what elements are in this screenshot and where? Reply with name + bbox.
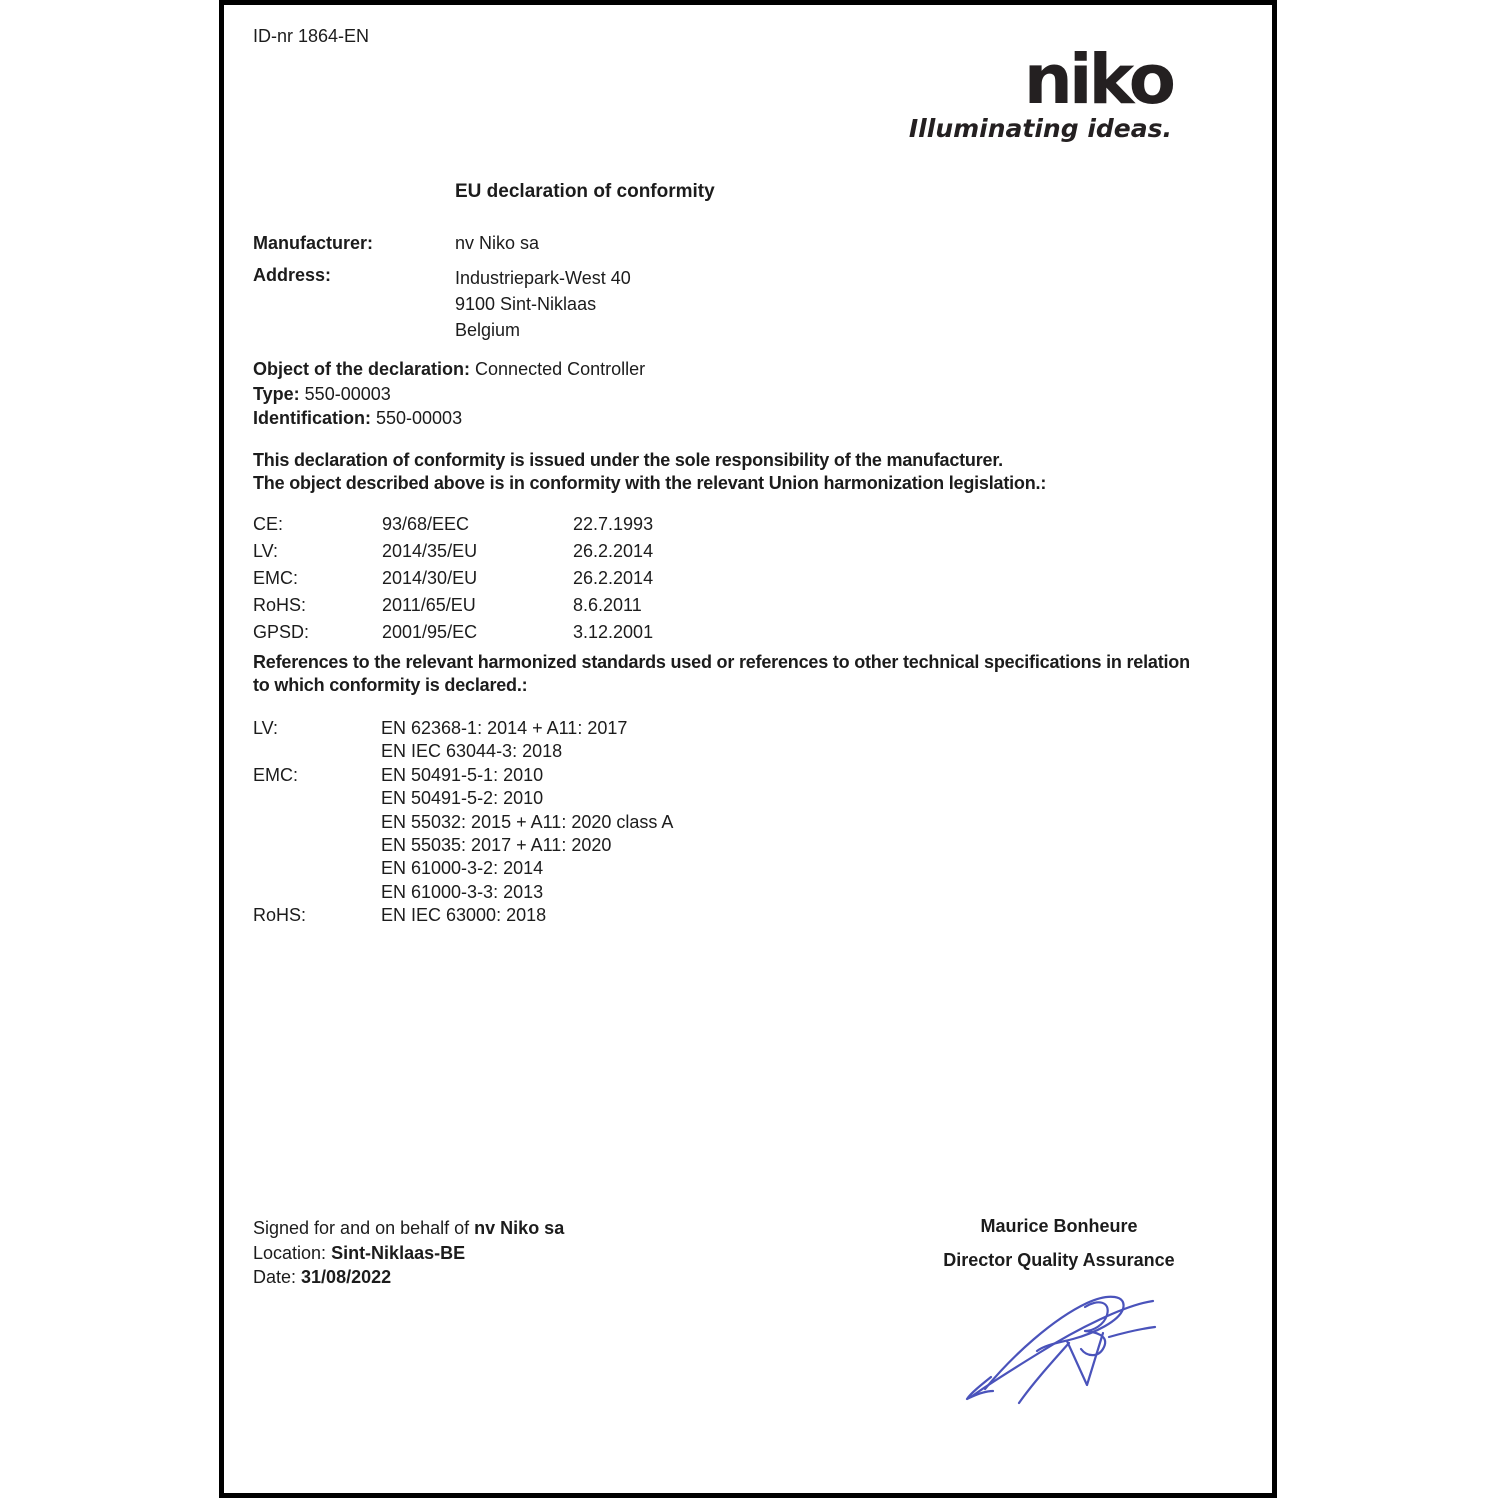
signer-name: Maurice Bonheure [980,1216,1138,1236]
legislation-date: 26.2.2014 [573,541,654,561]
object-value: Connected Controller [475,359,646,379]
legislation-label: EMC: [253,568,298,588]
legislation-label: RoHS: [253,595,307,615]
type-label: Type: [253,383,300,404]
standards-label: RoHS: [253,905,307,926]
signed-prefix: Signed for and on behalf of [253,1218,470,1238]
legislation-date: 3.12.2001 [573,622,654,642]
identification-line [253,406,645,431]
standards-label [253,787,381,810]
document-id: ID-nr 1864-EN [253,26,370,46]
signer-block [924,1216,1194,1270]
type-value: 550-00003 [304,383,391,404]
standards-value: EN 55032: 2015 + A11: 2020 class A [381,811,674,832]
signature-drawing [957,1285,1172,1415]
standards-value: EN IEC 63000: 2018 [381,905,547,926]
legislation-date: 22.7.1993 [573,514,654,534]
standards-value: EN 61000-3-2: 2014 [381,858,544,879]
legislation-row [253,565,653,592]
signed-line [253,1216,564,1241]
page-title: EU declaration of conformity [455,181,715,202]
references-line-1: References to the relevant harmonized standards used or references to other technical specifications in relation [253,652,1190,672]
standards-label [253,857,381,880]
standards-label [253,881,381,904]
standards-row [253,904,673,927]
legislation-date: 26.2.2014 [573,568,654,588]
logo-tagline: Illuminating ideas. [908,114,1172,143]
legislation-directive: 2001/95/EC [382,622,478,642]
standards-row [253,834,673,857]
legislation-row [253,619,653,646]
standards-label: EMC: [253,764,298,785]
date-value: 31/08/2022 [301,1267,392,1288]
legislation-directive: 2014/30/EU [382,568,478,588]
legislation-directive: 2014/35/EU [382,541,478,561]
legislation-label: GPSD: [253,622,310,642]
niko-logo [908,40,1172,143]
standards-value: EN 55035: 2017 + A11: 2020 [381,835,612,856]
legislation-date: 8.6.2011 [573,595,642,615]
identification-value: 550-00003 [376,408,463,428]
legislation-row [253,538,653,565]
legislation-row [253,511,653,538]
standards-row [253,811,673,834]
standards-label: LV: [253,718,279,738]
certificate-page [219,0,1277,1498]
legislation-row [253,592,653,619]
manufacturer-value: nv Niko sa [455,233,540,253]
signed-company: nv Niko sa [474,1218,565,1238]
legislation-label: LV: [253,541,279,561]
manufacturer-label: Manufacturer: [253,233,374,253]
location-value: Sint-Niklaas-BE [331,1242,466,1263]
location-line [253,1241,564,1266]
type-line [253,382,645,407]
identification-label: Identification: [253,408,371,428]
address-line: Industriepark-West 40 [455,268,631,288]
standards-label [253,834,381,857]
legislation-directive: 2011/65/EU [382,595,476,615]
standards-row [253,764,673,787]
standards-value: EN IEC 63044-3: 2018 [381,741,563,762]
niko-wordmark-logo: niko [1023,40,1172,120]
standards-value: EN 62368-1: 2014 + A11: 2017 [381,718,628,738]
legislation-label: CE: [253,514,284,534]
standards-row [253,857,673,880]
location-label: Location: [253,1242,327,1263]
standards-table [253,717,673,928]
standards-row [253,881,673,904]
object-line [253,357,645,382]
address-label: Address: [253,265,332,285]
references-line-2: to which conformity is declared.: [253,674,528,695]
standards-row [253,717,673,740]
legislation-directive: 93/68/EEC [382,514,470,534]
handwritten-signature [957,1285,1172,1420]
date-line [253,1265,564,1290]
standards-row [253,787,673,810]
standards-row [253,740,673,763]
address-line: Belgium [455,320,521,340]
standards-label [253,811,381,834]
references-statement [253,651,1190,696]
declaration-object-block [253,357,645,431]
signer-role: Director Quality Assurance [943,1250,1175,1270]
standards-label [253,740,381,763]
address-line: 9100 Sint-Niklaas [455,294,597,314]
object-label: Object of the declaration: [253,359,471,379]
legislation-table [253,511,653,646]
standards-value: EN 61000-3-3: 2013 [381,881,544,902]
standards-value: EN 50491-5-2: 2010 [381,788,544,809]
date-label: Date: [253,1267,297,1288]
signed-block [253,1216,564,1290]
responsibility-line-1: This declaration of conformity is issued under the sole responsibility of the manufacturer. [253,450,1003,470]
address-value [455,265,631,343]
responsibility-statement [253,449,1046,494]
responsibility-line-2: The object described above is in conformity with the relevant Union harmonization legislation.: [253,472,1047,493]
standards-value: EN 50491-5-1: 2010 [381,764,544,785]
